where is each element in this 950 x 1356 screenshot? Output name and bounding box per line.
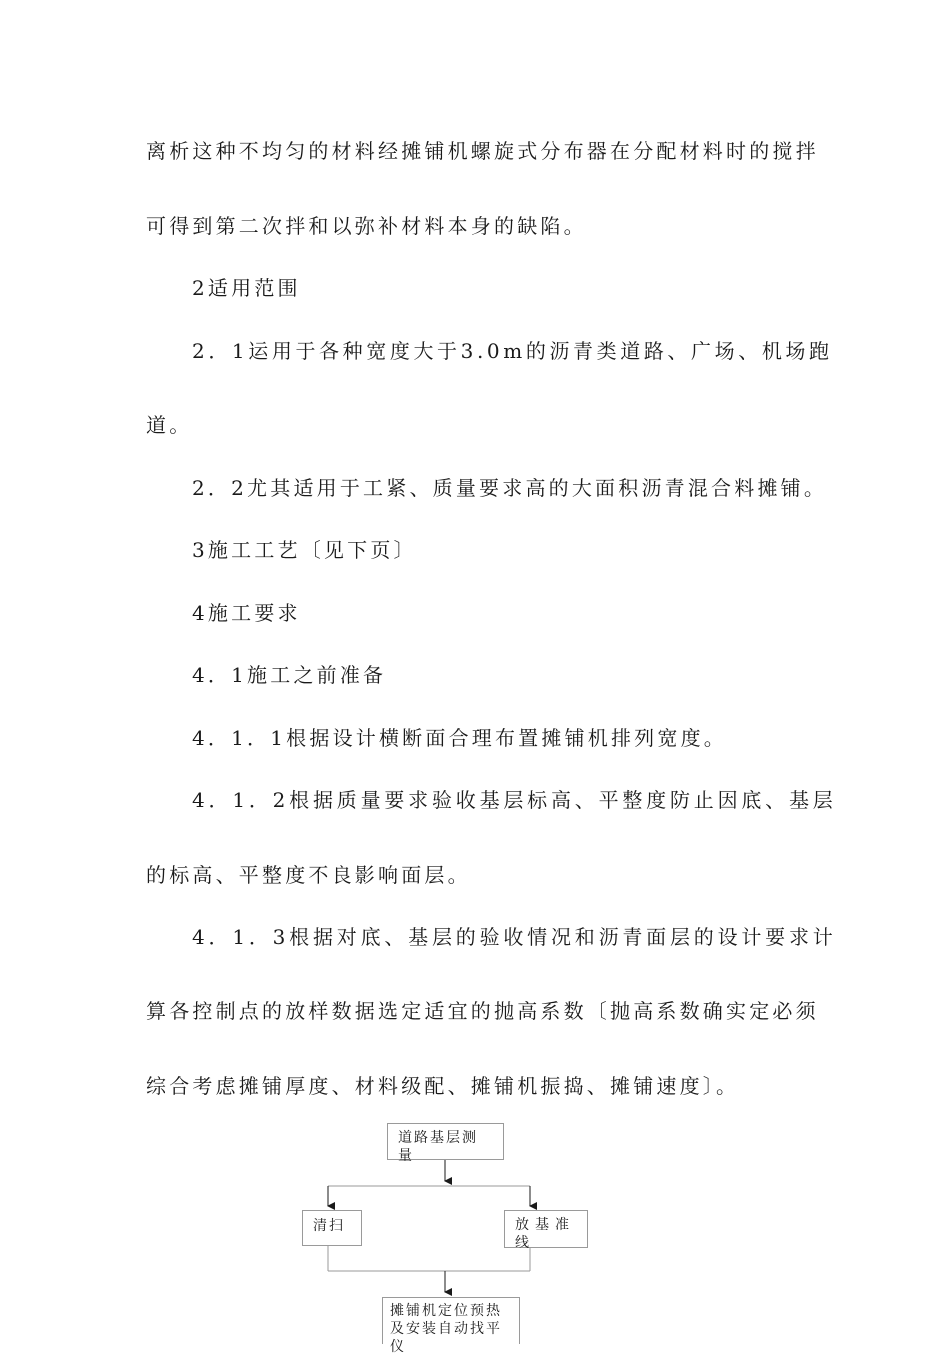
flow-step-baseline: 放基准线 — [504, 1210, 588, 1248]
paragraph-line: 4．1．3根据对底、基层的验收情况和沥青面层的设计要求计 — [192, 925, 837, 949]
subsection-heading: 4．1施工之前准备 — [192, 663, 387, 687]
section-heading: 3施工工艺〔见下页〕 — [192, 538, 417, 562]
paragraph-line: 4．1．2根据质量要求验收基层标高、平整度防止因底、基层 — [192, 788, 837, 812]
paragraph-line: 道。 — [146, 413, 193, 437]
flow-step-clean: 清扫 — [302, 1210, 362, 1246]
section-heading: 4施工要求 — [192, 601, 301, 625]
paragraph-line: 离析这种不均匀的材料经摊铺机螺旋式分布器在分配材料时的搅拌 — [146, 139, 819, 163]
paragraph-line: 可得到第二次拌和以弥补材料本身的缺陷。 — [146, 214, 587, 238]
paragraph-line: 算各控制点的放样数据选定适宜的抛高系数〔抛高系数确实定必须 — [146, 999, 819, 1023]
paragraph-line: 2．1运用于各种宽度大于3.0m的沥青类道路、广场、机场跑 — [192, 339, 833, 363]
paragraph-line: 的标高、平整度不良影响面层。 — [146, 863, 471, 887]
paragraph-line: 综合考虑摊铺厚度、材料级配、摊铺机振捣、摊铺速度〕。 — [146, 1074, 740, 1098]
flow-step-paver-setup: 摊铺机定位预热及安装自动找平仪 — [382, 1297, 520, 1344]
paragraph-line: 2．2尤其适用于工紧、质量要求高的大面积沥青混合料摊铺。 — [192, 476, 828, 500]
paragraph-line: 4．1．1根据设计横断面合理布置摊铺机排列宽度。 — [192, 726, 727, 750]
flow-step-survey: 道路基层测量 — [387, 1123, 504, 1160]
section-heading: 2适用范围 — [192, 276, 301, 300]
